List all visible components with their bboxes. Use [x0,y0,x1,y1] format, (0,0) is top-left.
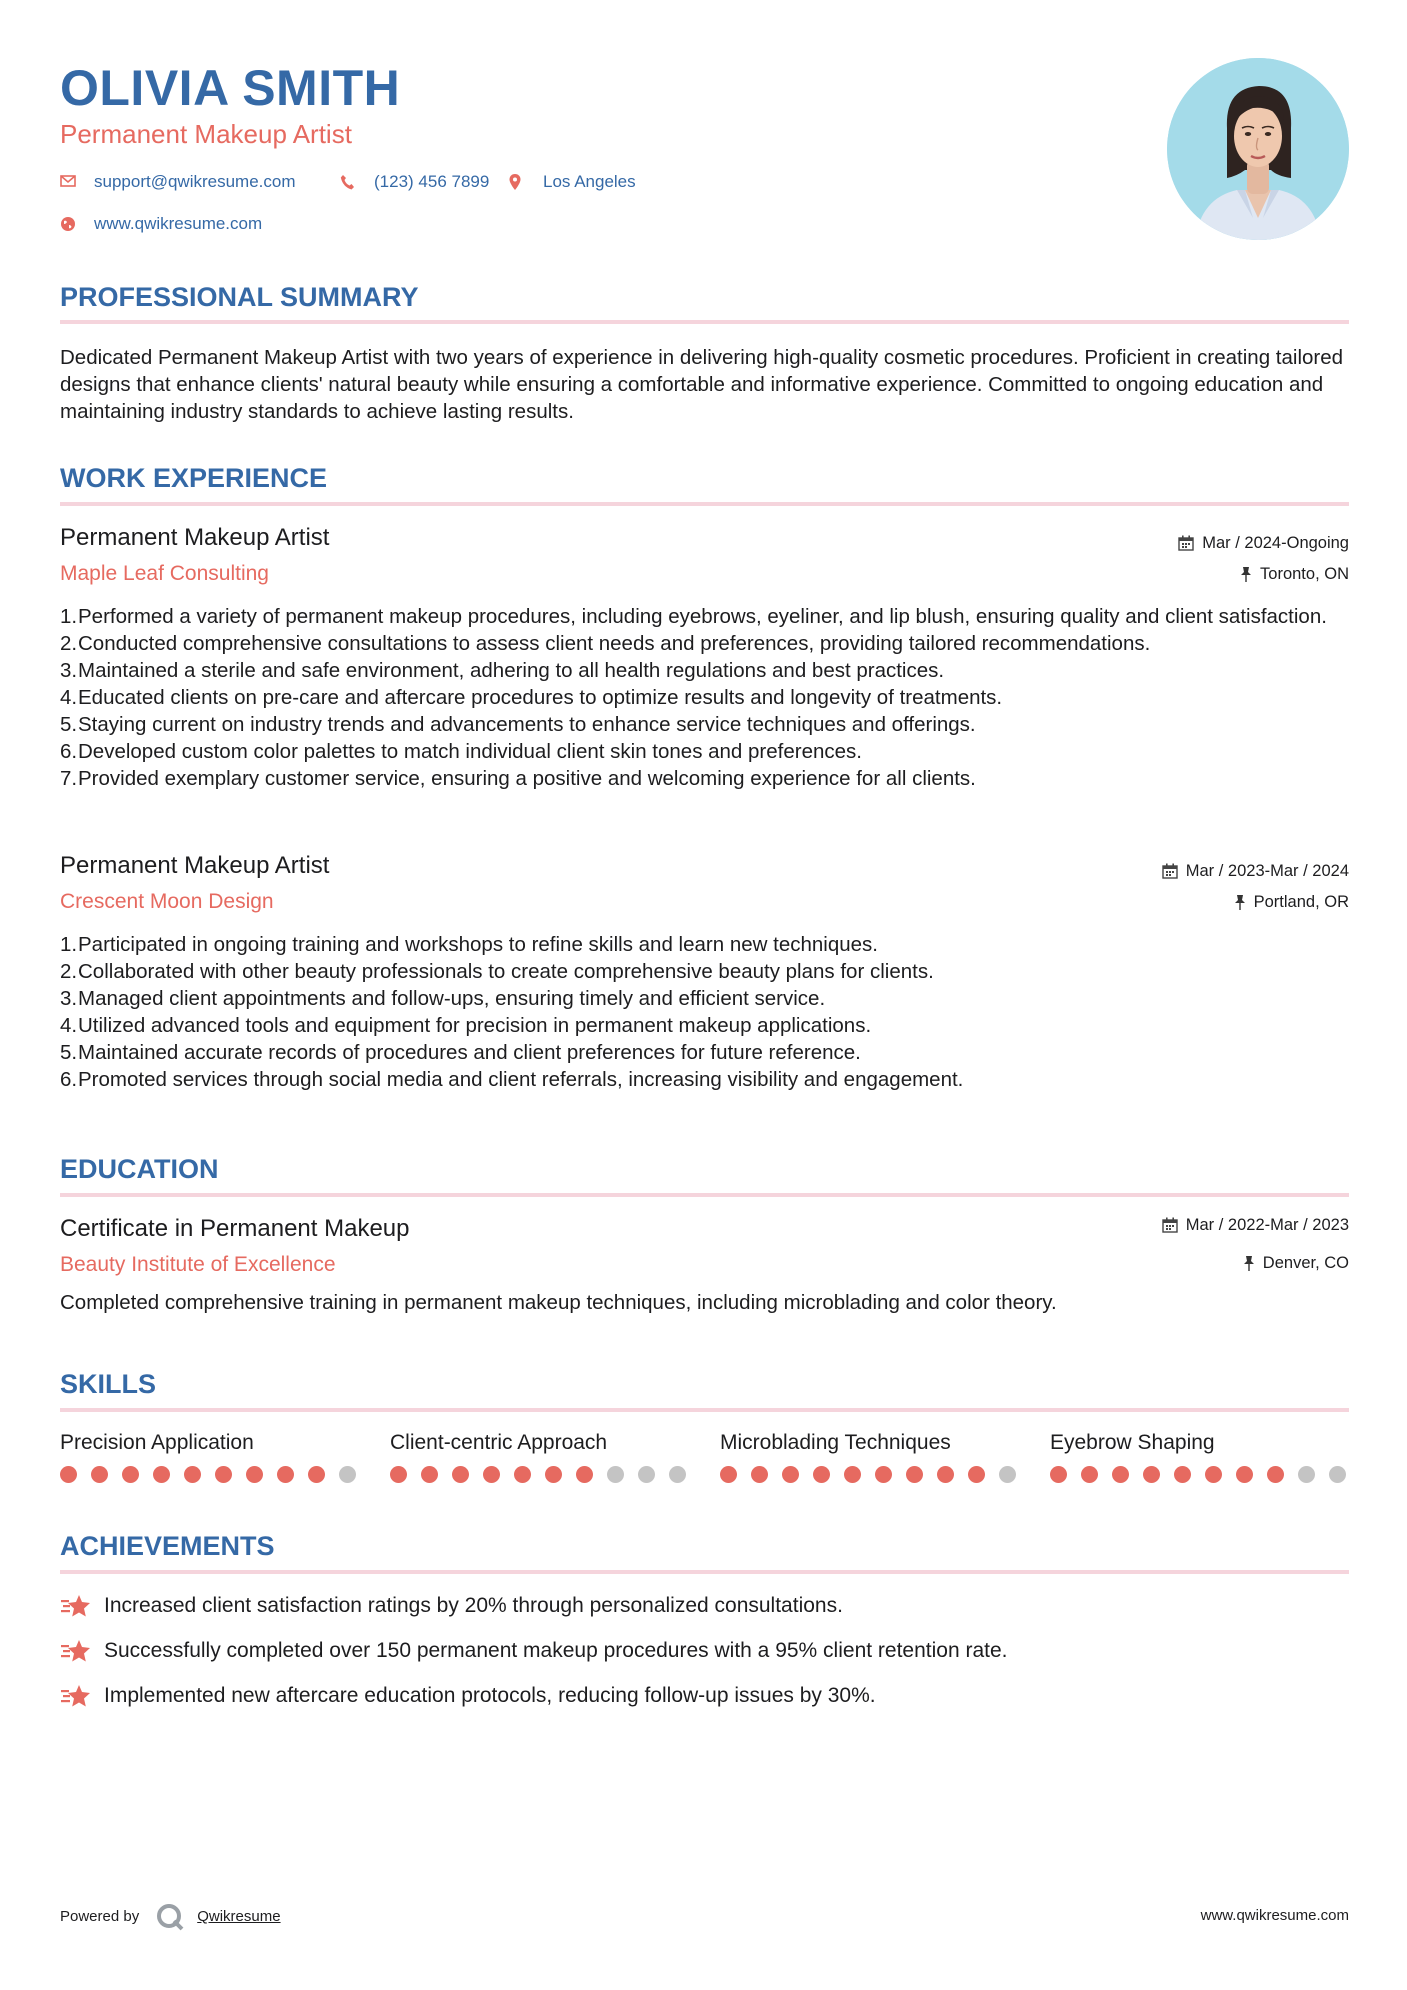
star-achievement-icon [60,1592,92,1620]
rating-dot-filled [782,1466,799,1483]
rating-dot-filled [277,1466,294,1483]
rating-dot-empty [339,1466,356,1483]
rating-dot-filled [1205,1466,1222,1483]
achievement-text: Implemented new aftercare education protocols, reducing follow-up issues by 30%. [104,1684,876,1707]
skill-name: Microblading Techniques [720,1431,951,1454]
globe-icon [60,216,76,232]
profile-photo [1167,58,1349,240]
job-responsibilities [60,603,1368,792]
list-item: Performed a variety of permanent makeup procedures, including eyebrows, eyeliner, and lip blush, ensuring quality and client satisfaction. [78,605,1327,628]
rating-dot-filled [1174,1466,1191,1483]
job-company: Crescent Moon Design [60,890,274,913]
list-item: Utilized advanced tools and equipment for precision in permanent makeup applications. [78,1014,872,1037]
map-pin-icon [509,174,525,190]
envelope-icon [60,174,76,190]
rating-dot-filled [91,1466,108,1483]
section-divider [60,1570,1349,1574]
contact-location [509,172,636,192]
education-heading: EDUCATION [60,1154,219,1184]
achievement-text: Successfully completed over 150 permanent makeup procedures with a 95% client retention rate. [104,1639,1008,1662]
list-item: Maintained a sterile and safe environment, adhering to all health regulations and best practices. [78,659,945,682]
skill-name: Eyebrow Shaping [1050,1431,1215,1454]
skill-item [60,1429,370,1483]
email-text[interactable]: support@qwikresume.com [94,172,296,191]
summary-heading: PROFESSIONAL SUMMARY [60,282,419,312]
education-description: Completed comprehensive training in permanent makeup techniques, including microblading and color theory. [60,1291,1057,1314]
skill-item [390,1429,700,1483]
job-location [1234,891,1349,913]
rating-dot-filled [1050,1466,1067,1483]
section-divider [60,1408,1349,1412]
section-divider [60,502,1349,506]
rating-dot-filled [215,1466,232,1483]
education-degree: Certificate in Permanent Makeup [60,1215,410,1242]
skill-rating [1050,1466,1360,1483]
achievements-heading: ACHIEVEMENTS [60,1531,275,1561]
rating-dot-empty [669,1466,686,1483]
rating-dot-filled [844,1466,861,1483]
pushpin-icon [1240,566,1252,582]
contact-website[interactable] [60,214,262,234]
skill-name: Precision Application [60,1431,254,1454]
rating-dot-filled [122,1466,139,1483]
rating-dot-empty [1329,1466,1346,1483]
list-item: Participated in ongoing training and workshops to refine skills and learn new techniques. [78,933,878,956]
phone-text[interactable]: (123) 456 7899 [374,172,490,191]
job-dates-text: Mar / 2023-Mar / 2024 [1185,862,1349,880]
rating-dot-filled [514,1466,531,1483]
job-dates [1178,532,1349,554]
rating-dot-filled [184,1466,201,1483]
skill-rating [60,1466,370,1483]
footer-powered [60,1902,281,1932]
rating-dot-filled [968,1466,985,1483]
job-dates-text: Mar / 2024-Ongoing [1202,534,1349,552]
achievement-text: Increased client satisfaction ratings by 20% through personalized consultations. [104,1594,843,1617]
rating-dot-filled [483,1466,500,1483]
achievement-item [60,1592,843,1620]
rating-dot-filled [875,1466,892,1483]
rating-dot-filled [421,1466,438,1483]
summary-text: Dedicated Permanent Makeup Artist with two years of experience in delivering high-quality cosmetic procedures. Proficient in creating tailored designs that enhance clients' natural beauty while ensuring a comfortable and informative experience. Committed to ongoing education and maintaining industry standards to achieve lasting results. [60,346,1344,423]
powered-by-text: Powered by [60,1908,140,1925]
rating-dot-filled [1236,1466,1253,1483]
job-location [1240,563,1349,585]
pushpin-icon [1234,894,1246,910]
rating-dot-empty [638,1466,655,1483]
experience-heading: WORK EXPERIENCE [60,463,328,493]
skill-rating [720,1466,1030,1483]
skill-item [1050,1429,1360,1483]
rating-dot-filled [906,1466,923,1483]
section-divider [60,1193,1349,1197]
rating-dot-empty [607,1466,624,1483]
rating-dot-filled [153,1466,170,1483]
list-item: Staying current on industry trends and advancements to enhance service techniques and offerings. [78,713,976,736]
education-school: Beauty Institute of Excellence [60,1253,336,1276]
skills-heading: SKILLS [60,1369,157,1399]
job-title: Permanent Makeup Artist [60,852,330,879]
education-dates-text: Mar / 2022-Mar / 2023 [1185,1216,1349,1234]
rating-dot-filled [937,1466,954,1483]
rating-dot-filled [751,1466,768,1483]
rating-dot-filled [452,1466,469,1483]
skill-name: Client-centric Approach [390,1431,608,1454]
star-achievement-icon [60,1682,92,1710]
job-dates [1162,860,1349,882]
footer-site-link[interactable]: www.qwikresume.com [1200,1907,1349,1924]
list-item: Educated clients on pre-care and aftercare procedures to optimize results and longevity of treatments. [78,686,1003,709]
pushpin-icon [1243,1255,1255,1271]
rating-dot-filled [1081,1466,1098,1483]
phone-icon [340,174,356,190]
rating-dot-filled [390,1466,407,1483]
rating-dot-empty [999,1466,1016,1483]
list-item: Maintained accurate records of procedures and client preferences for future reference. [78,1041,861,1064]
calendar-icon [1162,1217,1178,1233]
job-location-text: Toronto, ON [1260,565,1349,583]
rating-dot-empty [1298,1466,1315,1483]
calendar-icon [1162,863,1178,879]
location-text: Los Angeles [543,172,636,191]
rating-dot-filled [576,1466,593,1483]
rating-dot-filled [1112,1466,1129,1483]
website-text[interactable]: www.qwikresume.com [94,214,263,233]
job-responsibilities [60,931,1368,1093]
contact-phone[interactable] [340,172,489,192]
rating-dot-filled [1143,1466,1160,1483]
rating-dot-filled [60,1466,77,1483]
candidate-name: OLIVIA SMITH [60,60,401,116]
education-dates [1162,1214,1349,1236]
rating-dot-filled [813,1466,830,1483]
contact-email[interactable] [60,172,296,192]
job-company: Maple Leaf Consulting [60,562,269,585]
education-location-text: Denver, CO [1262,1254,1349,1272]
job-location-text: Portland, OR [1253,893,1349,911]
calendar-icon [1178,535,1194,551]
list-item: Managed client appointments and follow-ups, ensuring timely and efficient service. [78,987,826,1010]
list-item: Promoted services through social media and client referrals, increasing visibility and engagement. [78,1068,964,1091]
star-achievement-icon [60,1637,92,1665]
list-item: Developed custom color palettes to match individual client skin tones and preferences. [78,740,862,763]
section-divider [60,320,1349,324]
list-item: Conducted comprehensive consultations to assess client needs and preferences, providing tailored recommendations. [78,632,1151,655]
qwikresume-link[interactable]: Qwikresume [197,1908,281,1925]
rating-dot-filled [308,1466,325,1483]
rating-dot-filled [545,1466,562,1483]
rating-dot-filled [1267,1466,1284,1483]
job-title: Permanent Makeup Artist [60,524,330,551]
skill-rating [390,1466,700,1483]
achievement-item [60,1637,1008,1665]
skill-item [720,1429,1030,1483]
achievement-item [60,1682,876,1710]
list-item: Collaborated with other beauty professionals to create comprehensive beauty plans for clients. [78,960,934,983]
education-location [1243,1252,1349,1274]
rating-dot-filled [246,1466,263,1483]
rating-dot-filled [720,1466,737,1483]
qwikresume-logo-icon [155,1902,185,1932]
candidate-role: Permanent Makeup Artist [60,119,352,149]
list-item: Provided exemplary customer service, ensuring a positive and welcoming experience for all clients. [78,767,976,790]
